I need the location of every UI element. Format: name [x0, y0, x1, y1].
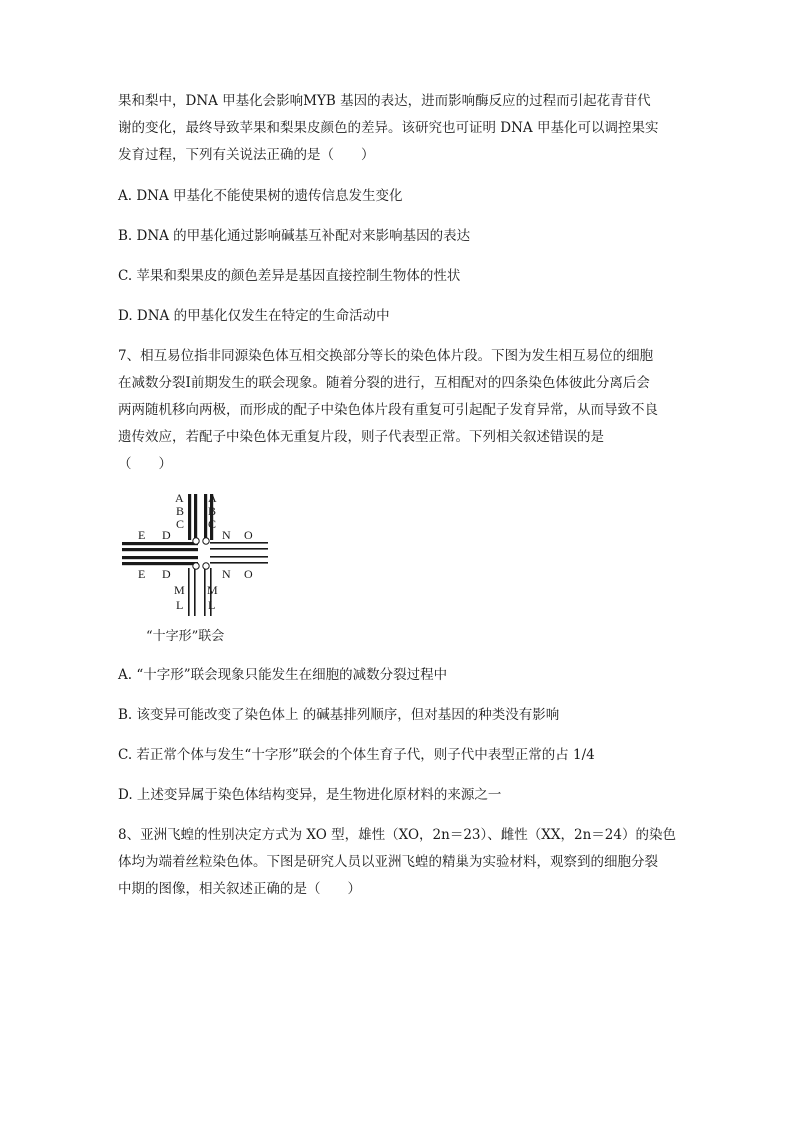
centromeres — [193, 538, 209, 569]
cross-synapsis-diagram — [118, 488, 288, 623]
figure-caption: “十字形”联会 — [146, 629, 225, 644]
q7-stem-line: 在减数分裂Ⅰ前期发生的联会现象。随着分裂的进行，互相配对的四条染色体彼此分离后会 — [118, 375, 650, 391]
label-bottom-left-0: M — [174, 583, 185, 597]
label-right-lower-0: N — [222, 567, 231, 581]
label-bottom-left-1: L — [176, 598, 184, 612]
label-top-left-1: B — [176, 504, 185, 518]
q8-stem-line: 中期的图像，相关叙述正确的是（ ） — [118, 881, 361, 897]
q6-option-a: A. DNA 甲基化不能使果树的遗传信息发生变化 — [118, 188, 403, 204]
label-left-upper-0: E — [138, 528, 146, 542]
right-upper-chromosomes — [210, 542, 268, 550]
label-top-left-2: C — [176, 517, 185, 531]
left-upper-chromosomes — [122, 542, 198, 551]
label-right-lower-1: O — [244, 567, 253, 581]
label-top-right-0: A — [208, 491, 217, 505]
q8-stem-line: 8、亚洲飞蝗的性别决定方式为 XO 型，雄性（XO，2n＝23）、雌性（XX，2n＝24）的染色 — [118, 827, 676, 843]
q7-stem-line: 遗传效应，若配子中染色体无重复片段，则子代表型正常。下列相关叙述错误的是 — [118, 429, 604, 445]
q8-stem-line: 体均为端着丝粒染色体。下图是研究人员以亚洲飞蝗的精巢为实验材料，观察到的细胞分裂 — [118, 854, 658, 870]
label-right-upper-1: O — [244, 528, 253, 542]
top-left-chromosomes — [188, 494, 197, 540]
label-top-right-2: C — [208, 517, 217, 531]
label-bottom-right-0: M — [207, 583, 218, 597]
question-6 — [118, 88, 688, 330]
q6-stem-line: 果和梨中，DNA 甲基化会影响MYB 基因的表达，进而影响酶反应的过程而引起花青苷代 — [118, 93, 651, 109]
label-top-left-0: A — [175, 491, 184, 505]
q6-option-b: B. DNA 的甲基化通过影响碱基互补配对来影响基因的表达 — [118, 228, 471, 244]
question-7 — [118, 343, 688, 809]
document-page — [118, 88, 688, 903]
label-right-upper-0: N — [222, 528, 231, 542]
q7-option-a: A. “十字形”联会现象只能发生在细胞的减数分裂过程中 — [118, 667, 448, 683]
label-left-lower-1: D — [162, 567, 171, 581]
question-8 — [118, 822, 688, 903]
bottom-left-chromosomes — [188, 568, 196, 616]
right-lower-chromosomes — [210, 556, 268, 564]
q7-stem-line: 7、相互易位指非同源染色体互相交换部分等长的染色体片段。下图为发生相互易位的细胞 — [118, 348, 654, 364]
label-left-upper-1: D — [162, 528, 171, 542]
q7-stem-line: 两两随机移向两极，而形成的配子中染色体片段有重复可引起配子发育异常，从而导致不良 — [118, 402, 658, 418]
cross-synapsis-figure — [118, 488, 288, 648]
q7-option-d: D. 上述变异属于染色体结构变异，是生物进化原材料的来源之一 — [118, 787, 502, 803]
q7-stem-line: （ ） — [118, 456, 172, 472]
label-top-right-1: B — [208, 504, 217, 518]
q6-option-c: C. 苹果和梨果皮的颜色差异是基因直接控制生物体的性状 — [118, 268, 461, 284]
q7-option-b: B. 该变异可能改变了染色体上 的碱基排列顺序，但对基因的种类没有影响 — [118, 707, 560, 723]
label-left-lower-0: E — [138, 567, 146, 581]
left-lower-chromosomes — [122, 556, 198, 565]
q6-stem-line: 发育过程，下列有关说法正确的是（ ） — [118, 147, 375, 163]
q7-option-c: C. 若正常个体与发生“十字形”联会的个体生育子代，则子代中表型正常的占 1/4 — [118, 747, 595, 763]
q6-stem-line: 谢的变化，最终导致苹果和梨果皮颜色的差异。该研究也可证明 DNA 甲基化可以调控果实 — [118, 120, 659, 136]
label-bottom-right-1: L — [208, 598, 216, 612]
q6-option-d: D. DNA 的甲基化仅发生在特定的生命活动中 — [118, 308, 390, 324]
